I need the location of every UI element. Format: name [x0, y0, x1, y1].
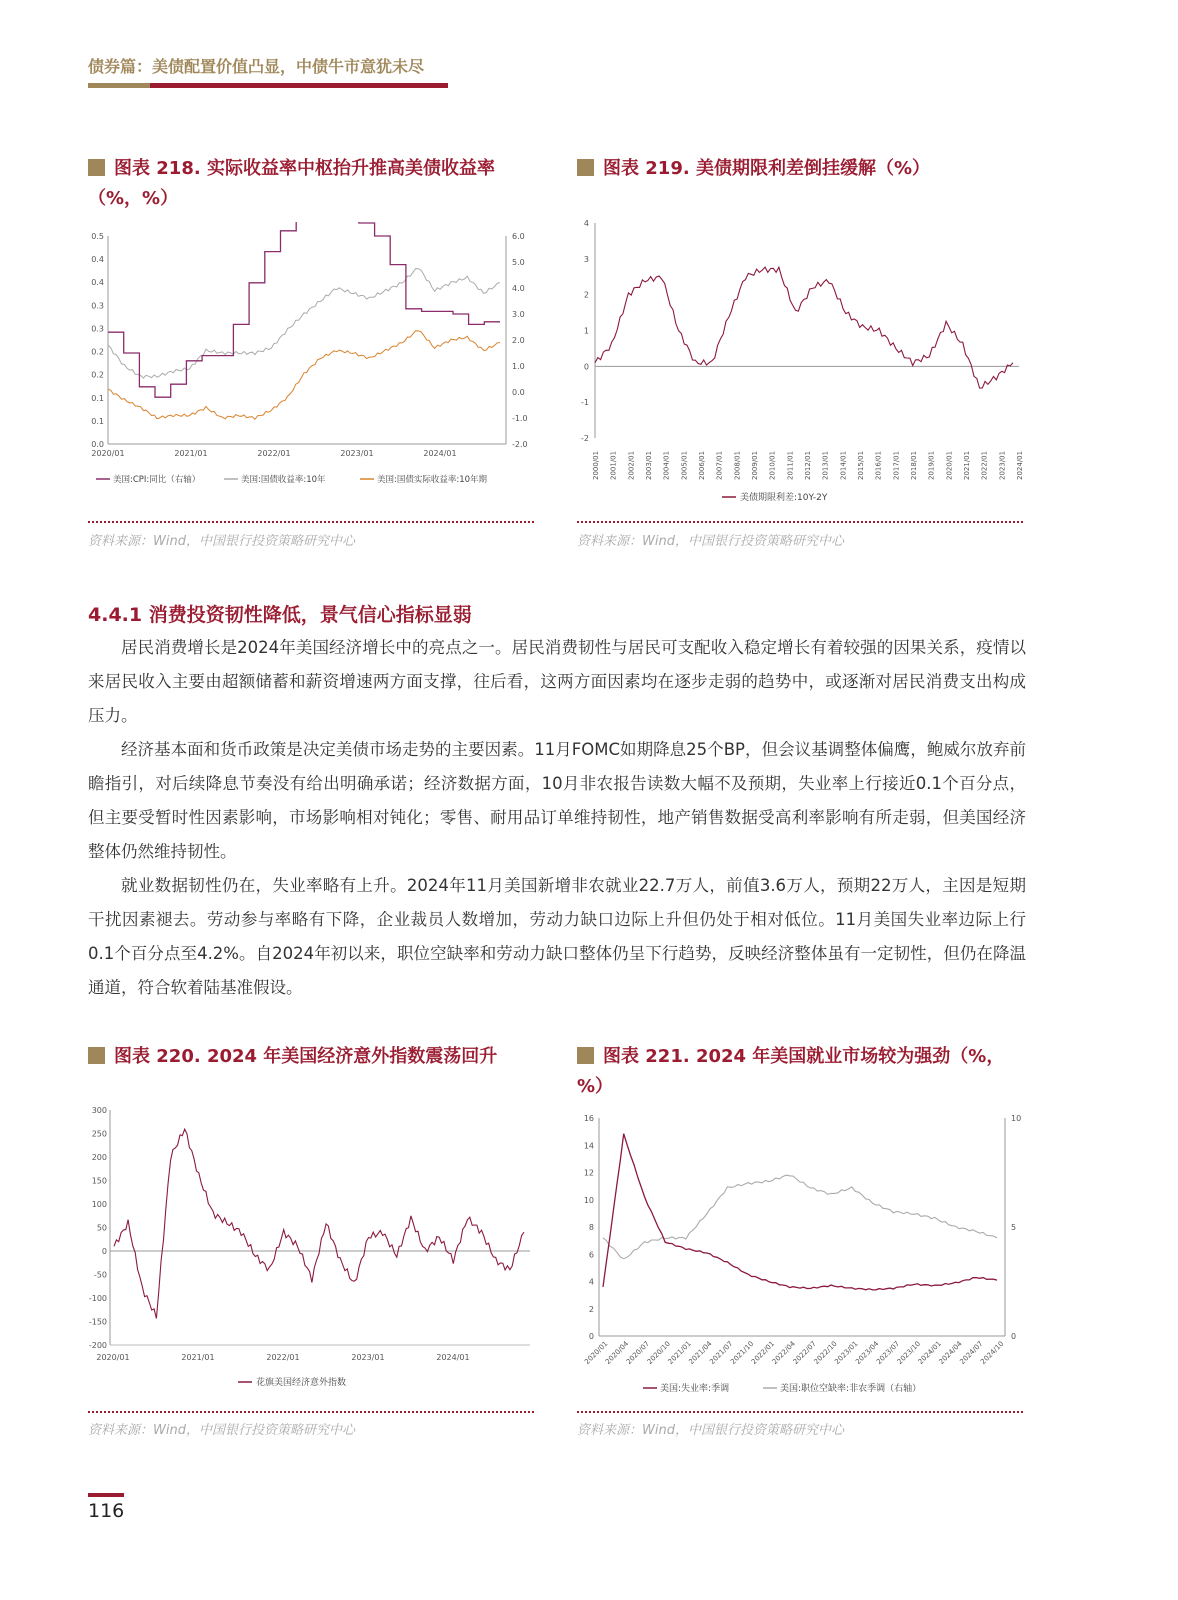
x-tick-label: 2018/01 — [910, 450, 918, 480]
fig219-divider — [577, 521, 1023, 523]
fig218-title: 图表 218. 实际收益率中枢抬升推高美债收益率 （%，%） — [88, 158, 495, 209]
series-line-unemployment — [603, 1134, 997, 1290]
x-tick-label: 2023/07 — [874, 1339, 902, 1366]
fig-title-square-icon — [88, 1047, 105, 1064]
fig221-divider — [577, 1411, 1023, 1413]
y-tick-label: 0 — [583, 362, 589, 372]
left-tick-label: 0.2 — [91, 347, 104, 357]
x-tick-label: 2024/07 — [958, 1339, 985, 1366]
left-tick-label: 0.1 — [91, 393, 104, 403]
y-tick-label: -150 — [88, 1317, 107, 1327]
fig219-source: 资料来源：Wind，中国银行投资策略研究中心 — [577, 534, 844, 549]
legend-label: 美国:国债实际收益率:10年期 — [377, 475, 488, 485]
x-tick-label: 2010/01 — [768, 450, 777, 480]
x-tick-label: 2022/01 — [980, 450, 989, 480]
paragraph-1: 居民消费增长是2024年美国经济增长中的亮点之一。居民消费韧性与居民可支配收入稳定增长有着较强的因果关系，疫情以来居民收入主要由超额储蓄和薪资增速两方面支撑，往后看，这两方面因素均在逐步走弱的趋势中，或逐渐对居民消费支出构成压力。 — [88, 638, 1026, 725]
left-tick-label: 6 — [588, 1250, 594, 1260]
x-tick-label: 2023/04 — [854, 1339, 881, 1366]
legend-label: 美国:CPI:同比（右轴） — [113, 475, 201, 485]
x-tick-label: 2022/04 — [770, 1339, 797, 1366]
x-tick-label: 2000/01 — [592, 450, 600, 480]
fig220-chart — [88, 1100, 538, 1395]
left-tick-label: 4 — [588, 1277, 594, 1287]
x-tick-label: 2020/07 — [624, 1339, 652, 1366]
left-tick-label: 0.4 — [91, 278, 104, 288]
x-tick-label: 2023/01 — [833, 1339, 860, 1366]
y-tick-label: 250 — [91, 1129, 107, 1139]
footer-accent-bar — [88, 1493, 124, 1497]
right-tick-label: 5 — [1011, 1223, 1017, 1232]
series-line-real-yield-10y — [108, 331, 500, 420]
x-tick-label: 2020/01 — [583, 1339, 610, 1366]
right-tick-label: 3.0 — [512, 310, 525, 319]
y-tick-label: 150 — [91, 1176, 107, 1186]
x-tick-label: 2024/01 — [423, 449, 457, 458]
x-tick-label: 2020/01 — [945, 450, 954, 480]
y-tick-label: 3 — [583, 254, 589, 264]
y-tick-label: 50 — [96, 1223, 107, 1233]
x-tick-label: 2016/01 — [874, 450, 883, 480]
right-tick-label: -2.0 — [512, 440, 528, 449]
x-tick-label: 2020/10 — [645, 1339, 672, 1366]
legend-label: 美国:国债收益率:10年 — [241, 475, 326, 485]
x-tick-label: 2021/04 — [687, 1339, 714, 1366]
x-tick-label: 2007/01 — [715, 450, 724, 480]
left-tick-label: 8 — [588, 1223, 594, 1232]
paragraph-3: 就业数据韧性仍在，失业率略有上升。2024年11月美国新增非农就业22.7万人，前值3.6万人，预期22万人，主因是短期干扰因素褪去。劳动参与率略有下降，企业裁员人数增加，劳动力缺口边际上升但仍处于相对低位。11月美国失业率边际上行0.1个百分点至4.2%。自2024年初以来，职位空缺率和劳动力缺口整体仍呈下行趋势，反映经济整体虽有一定韧性，但仍在降温通道，符合软着陆基准假设。 — [88, 876, 1026, 997]
x-tick-label: 2005/01 — [680, 450, 689, 480]
fig-title-square-icon — [577, 1047, 594, 1064]
y-tick-label: 0 — [101, 1247, 107, 1256]
x-tick-label: 2004/01 — [662, 450, 671, 480]
right-tick-label: 1.0 — [512, 362, 525, 371]
series-line-treasury-10y — [108, 269, 500, 378]
left-tick-label: 10 — [583, 1195, 594, 1205]
y-tick-label: 200 — [91, 1153, 107, 1162]
series-line-term-spread — [595, 267, 1013, 388]
right-tick-label: 10 — [1011, 1114, 1022, 1123]
left-tick-label: 0.2 — [91, 370, 104, 380]
legend-label: 美债期限利差:10Y-2Y — [740, 493, 828, 503]
x-tick-label: 2017/01 — [892, 450, 901, 480]
series-line-cpi — [108, 222, 500, 397]
right-tick-label: 6.0 — [512, 232, 525, 241]
x-tick-label: 2012/01 — [804, 450, 812, 480]
x-tick-label: 2022/01 — [266, 1353, 300, 1362]
fig221-chart — [577, 1108, 1027, 1403]
x-tick-label: 2021/01 — [174, 449, 208, 458]
x-tick-label: 2022/01 — [749, 1339, 777, 1366]
x-tick-label: 2003/01 — [645, 450, 653, 480]
fig220-divider — [88, 1411, 534, 1413]
left-tick-label: 12 — [583, 1168, 594, 1178]
x-tick-label: 2022/01 — [257, 449, 291, 458]
right-tick-label: 4.0 — [512, 284, 525, 293]
y-tick-label: 100 — [91, 1200, 107, 1209]
left-tick-label: 0.1 — [91, 416, 104, 426]
x-tick-label: 2013/01 — [821, 450, 830, 480]
x-tick-label: 2021/01 — [666, 1339, 693, 1366]
x-tick-label: 2014/01 — [839, 450, 848, 480]
x-tick-label: 2002/01 — [627, 450, 636, 480]
legend-label: 美国:失业率:季调 — [660, 1384, 730, 1394]
y-tick-label: 4 — [583, 219, 589, 228]
document-header-title: 债券篇：美债配置价值凸显，中债牛市意犹未尽 — [88, 57, 425, 76]
fig218-source: 资料来源：Wind，中国银行投资策略研究中心 — [88, 534, 355, 549]
fig221-title: 图表 221. 2024 年美国就业市场较为强劲（%， %） — [577, 1046, 1005, 1097]
y-tick-label: -2 — [581, 434, 589, 443]
right-tick-label: 2.0 — [512, 336, 525, 345]
left-tick-label: 0.5 — [91, 232, 104, 241]
left-tick-label: 0 — [588, 1332, 594, 1341]
left-tick-label: 14 — [583, 1141, 594, 1151]
x-tick-label: 2021/01 — [181, 1353, 215, 1362]
x-tick-label: 2015/01 — [857, 450, 865, 480]
fig220-source: 资料来源：Wind，中国银行投资策略研究中心 — [88, 1423, 355, 1438]
header-accent-bar — [88, 83, 150, 88]
fig219-chart — [577, 215, 1027, 515]
left-tick-label: 0.3 — [91, 324, 104, 334]
left-tick-label: 0.3 — [91, 301, 104, 311]
series-line-citi-surprise — [114, 1129, 524, 1318]
x-tick-label: 2020/01 — [96, 1353, 130, 1362]
fig220-title: 图表 220. 2024 年美国经济意外指数震荡回升 — [88, 1042, 538, 1072]
y-tick-label: -50 — [93, 1270, 107, 1280]
header-underline-bar — [150, 83, 448, 88]
legend-label: 花旗美国经济意外指数 — [256, 1378, 347, 1388]
page-number: 116 — [88, 1500, 125, 1522]
x-tick-label: 2020/01 — [91, 449, 125, 458]
x-tick-label: 2020/04 — [604, 1339, 631, 1366]
x-tick-label: 2009/01 — [751, 450, 759, 480]
left-tick-label: 0.4 — [91, 255, 104, 265]
x-tick-label: 2022/07 — [791, 1339, 818, 1366]
y-tick-label: -200 — [88, 1341, 107, 1350]
x-tick-label: 2001/01 — [609, 450, 618, 480]
x-tick-label: 2008/01 — [733, 450, 742, 480]
left-tick-label: 16 — [583, 1114, 594, 1123]
y-tick-label: 1 — [583, 326, 589, 336]
x-tick-label: 2023/01 — [998, 450, 1007, 480]
y-tick-label: 300 — [91, 1106, 107, 1115]
y-tick-label: -100 — [88, 1294, 107, 1303]
x-tick-label: 2021/10 — [729, 1339, 756, 1366]
left-tick-label: 0.0 — [91, 440, 104, 449]
y-tick-label: 2 — [583, 290, 589, 300]
x-tick-label: 2021/07 — [708, 1339, 735, 1366]
right-tick-label: 5.0 — [512, 258, 525, 267]
left-tick-label: 2 — [588, 1304, 594, 1314]
fig221-source: 资料来源：Wind，中国银行投资策略研究中心 — [577, 1423, 844, 1438]
x-tick-label: 2011/01 — [786, 450, 795, 480]
fig-title-square-icon — [88, 159, 105, 176]
x-tick-label: 2021/01 — [963, 450, 971, 480]
x-tick-label: 2023/10 — [895, 1339, 923, 1366]
fig219-title: 图表 219. 美债期限利差倒挂缓解（%） — [577, 154, 1027, 184]
right-tick-label: 0.0 — [512, 388, 525, 397]
y-tick-label: -1 — [581, 398, 589, 408]
x-tick-label: 2024/01 — [436, 1353, 470, 1362]
right-tick-label: 0 — [1011, 1332, 1017, 1341]
fig218-chart — [88, 222, 538, 492]
x-tick-label: 2023/01 — [340, 449, 374, 458]
x-tick-label: 2024/04 — [937, 1339, 964, 1366]
paragraph-2: 经济基本面和货币政策是决定美债市场走势的主要因素。11月FOMC如期降息25个BP，但会议基调整体偏鹰，鲍威尔放弃前瞻指引，对后续降息节奏没有给出明确承诺；经济数据方面，10月非农报告读数大幅不及预期，失业率上行接近0.1个百分点，但主要受暂时性因素影响，市场影响相对钝化；零售、耐用品订单维持韧性，地产销售数据受高利率影响有所走弱，但美国经济整体仍然维持韧性。 — [88, 740, 1026, 861]
section-title: 4.4.1 消费投资韧性降低，景气信心指标显弱 — [88, 604, 472, 626]
x-tick-label: 2022/10 — [812, 1339, 839, 1366]
x-tick-label: 2023/01 — [351, 1353, 385, 1362]
x-tick-label: 2024/10 — [979, 1339, 1006, 1366]
x-tick-label: 2006/01 — [698, 450, 706, 480]
x-tick-label: 2024/01 — [1016, 450, 1024, 480]
fig218-divider — [88, 521, 534, 523]
series-line-job-openings — [603, 1175, 997, 1259]
fig-title-square-icon — [577, 159, 594, 176]
right-tick-label: -1.0 — [512, 414, 528, 423]
x-tick-label: 2019/01 — [927, 450, 936, 480]
x-tick-label: 2024/01 — [916, 1339, 943, 1366]
legend-label: 美国:职位空缺率:非农季调（右轴） — [780, 1384, 922, 1394]
